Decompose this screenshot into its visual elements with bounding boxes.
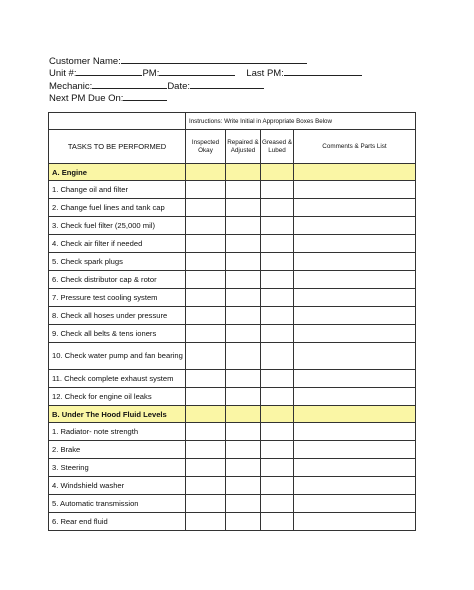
mechanic-field[interactable] [92,79,167,89]
repaired-adjusted-header: Repaired & Adjusted [226,130,261,164]
greased-lubed-box[interactable] [261,235,294,253]
customer-label: Customer Name: [49,56,121,67]
comments-parts-header: Comments & Parts List [294,130,416,164]
date-label: Date: [167,80,191,92]
inspected-okay-box[interactable] [186,235,226,253]
greased-lubed-box[interactable] [261,181,294,199]
greased-lubed-box[interactable] [261,307,294,325]
inspected-okay-box[interactable] [186,181,226,199]
repaired-adjusted-box[interactable] [226,423,261,441]
comments-box[interactable] [294,370,416,388]
inspected-okay-box[interactable] [186,388,226,406]
task-row [49,477,416,495]
column-header-row [49,130,416,164]
task-row [49,199,416,217]
comments-box[interactable] [294,199,416,217]
task-row [49,459,416,477]
task-row [49,271,416,289]
repaired-adjusted-box[interactable] [226,271,261,289]
greased-lubed-box[interactable] [261,271,294,289]
task-label: 3. Steering [49,459,186,477]
repaired-adjusted-box[interactable] [226,495,261,513]
task-label: 2. Brake [49,441,186,459]
task-label: 10. Check water pump and fan bearing [49,343,186,370]
inspected-okay-box[interactable] [186,343,226,370]
unit-field[interactable] [76,66,142,76]
section-header-row [49,406,416,423]
inspected-okay-box[interactable] [186,477,226,495]
comments-box[interactable] [294,343,416,370]
comments-box[interactable] [294,235,416,253]
inspected-okay-box[interactable] [186,217,226,235]
inspected-okay-box[interactable] [186,253,226,271]
task-label: 4. Check air filter if needed [49,235,186,253]
inspected-okay-box[interactable] [186,513,226,531]
repaired-adjusted-box[interactable] [226,343,261,370]
comments-box[interactable] [294,307,416,325]
comments-box[interactable] [294,289,416,307]
section-header-cell [186,406,226,423]
customer-name-field[interactable] [121,54,307,64]
section-header-cell [294,164,416,181]
inspected-okay-box[interactable] [186,459,226,477]
pm-label: PM: [142,68,160,80]
task-label: 3. Check fuel filter (25,000 mil) [49,217,186,235]
mechanic-label: Mechanic: [49,80,93,92]
task-label: 1. Change oil and filter [49,181,186,199]
repaired-adjusted-box[interactable] [226,513,261,531]
comments-box[interactable] [294,477,416,495]
inspected-okay-box[interactable] [186,325,226,343]
inspected-okay-box[interactable] [186,370,226,388]
repaired-adjusted-box[interactable] [226,199,261,217]
comments-box[interactable] [294,271,416,289]
repaired-adjusted-box[interactable] [226,325,261,343]
task-row [49,495,416,513]
task-row [49,441,416,459]
inspected-okay-box[interactable] [186,289,226,307]
greased-lubed-box[interactable] [261,217,294,235]
repaired-adjusted-box[interactable] [226,253,261,271]
next-pm-field[interactable] [123,91,167,101]
section-header-row [49,164,416,181]
task-row [49,181,416,199]
greased-lubed-box[interactable] [261,343,294,370]
section-header-cell [261,406,294,423]
task-label: 1. Radiator- note strength [49,423,186,441]
section-header-cell [186,164,226,181]
task-label: 2. Change fuel lines and tank cap [49,199,186,217]
task-label: 6. Check distributor cap & rotor [49,271,186,289]
task-row [49,513,416,531]
section-header-cell [261,164,294,181]
instructions-text: Instructions: Write Initial in Appropriate Boxes Below [186,113,416,130]
greased-lubed-box[interactable] [261,459,294,477]
comments-box[interactable] [294,459,416,477]
repaired-adjusted-box[interactable] [226,289,261,307]
inspected-okay-box[interactable] [186,271,226,289]
comments-box[interactable] [294,495,416,513]
greased-lubed-box[interactable] [261,199,294,217]
task-label: 12. Check for engine oil leaks [49,388,186,406]
task-label: 5. Check spark plugs [49,253,186,271]
comments-box[interactable] [294,217,416,235]
next-pm-label: Next PM Due On: [49,92,124,104]
task-row [49,235,416,253]
comments-box[interactable] [294,441,416,459]
task-label: 11. Check complete exhaust system [49,370,186,388]
task-row [49,289,416,307]
repaired-adjusted-box[interactable] [226,459,261,477]
customer-line [49,54,362,66]
unit-label: Unit #: [49,68,77,80]
greased-lubed-header: Greased & Lubed [261,130,294,164]
greased-lubed-box[interactable] [261,423,294,441]
last-pm-field[interactable] [284,66,362,76]
comments-box[interactable] [294,423,416,441]
task-row [49,343,416,370]
task-row [49,253,416,271]
inspected-okay-box[interactable] [186,423,226,441]
inspected-okay-box[interactable] [186,495,226,513]
repaired-adjusted-box[interactable] [226,235,261,253]
task-label: 6. Rear end fluid [49,513,186,531]
task-row [49,325,416,343]
task-label: 5. Automatic transmission [49,495,186,513]
greased-lubed-box[interactable] [261,325,294,343]
repaired-adjusted-box[interactable] [226,477,261,495]
repaired-adjusted-box[interactable] [226,388,261,406]
tasks-header: TASKS TO BE PERFORMED [49,130,186,164]
task-label: 8. Check all hoses under pressure [49,307,186,325]
greased-lubed-box[interactable] [261,495,294,513]
greased-lubed-box[interactable] [261,370,294,388]
section-title: B. Under The Hood Fluid Levels [49,406,186,423]
repaired-adjusted-box[interactable] [226,307,261,325]
greased-lubed-box[interactable] [261,253,294,271]
section-header-cell [294,406,416,423]
comments-box[interactable] [294,513,416,531]
next-pm-line [49,91,362,103]
greased-lubed-box[interactable] [261,289,294,307]
mechanic-line [49,79,362,91]
inspected-okay-box[interactable] [186,441,226,459]
comments-box[interactable] [294,388,416,406]
comments-box[interactable] [294,253,416,271]
task-row [49,370,416,388]
repaired-adjusted-box[interactable] [226,441,261,459]
unit-line [49,66,362,78]
greased-lubed-box[interactable] [261,513,294,531]
task-label: 4. Windshield washer [49,477,186,495]
task-row [49,423,416,441]
date-field[interactable] [190,79,264,89]
comments-box[interactable] [294,325,416,343]
pm-field[interactable] [159,66,235,76]
comments-box[interactable] [294,181,416,199]
repaired-adjusted-box[interactable] [226,181,261,199]
instructions-spacer-cell [49,113,186,130]
inspected-okay-box[interactable] [186,199,226,217]
maintenance-checklist-table [48,112,416,531]
inspected-okay-header: Inspected Okay [186,130,226,164]
section-header-cell [226,164,261,181]
repaired-adjusted-box[interactable] [226,217,261,235]
task-row [49,388,416,406]
task-row [49,217,416,235]
task-label: 7. Pressure test cooling system [49,289,186,307]
task-row [49,307,416,325]
repaired-adjusted-box[interactable] [226,370,261,388]
section-header-cell [226,406,261,423]
greased-lubed-box[interactable] [261,477,294,495]
greased-lubed-box[interactable] [261,388,294,406]
form-header [49,54,362,103]
task-label: 9. Check all belts & tens ioners [49,325,186,343]
greased-lubed-box[interactable] [261,441,294,459]
last-pm-label: Last PM: [246,68,284,80]
section-title: A. Engine [49,164,186,181]
instructions-row [49,113,416,130]
inspected-okay-box[interactable] [186,307,226,325]
